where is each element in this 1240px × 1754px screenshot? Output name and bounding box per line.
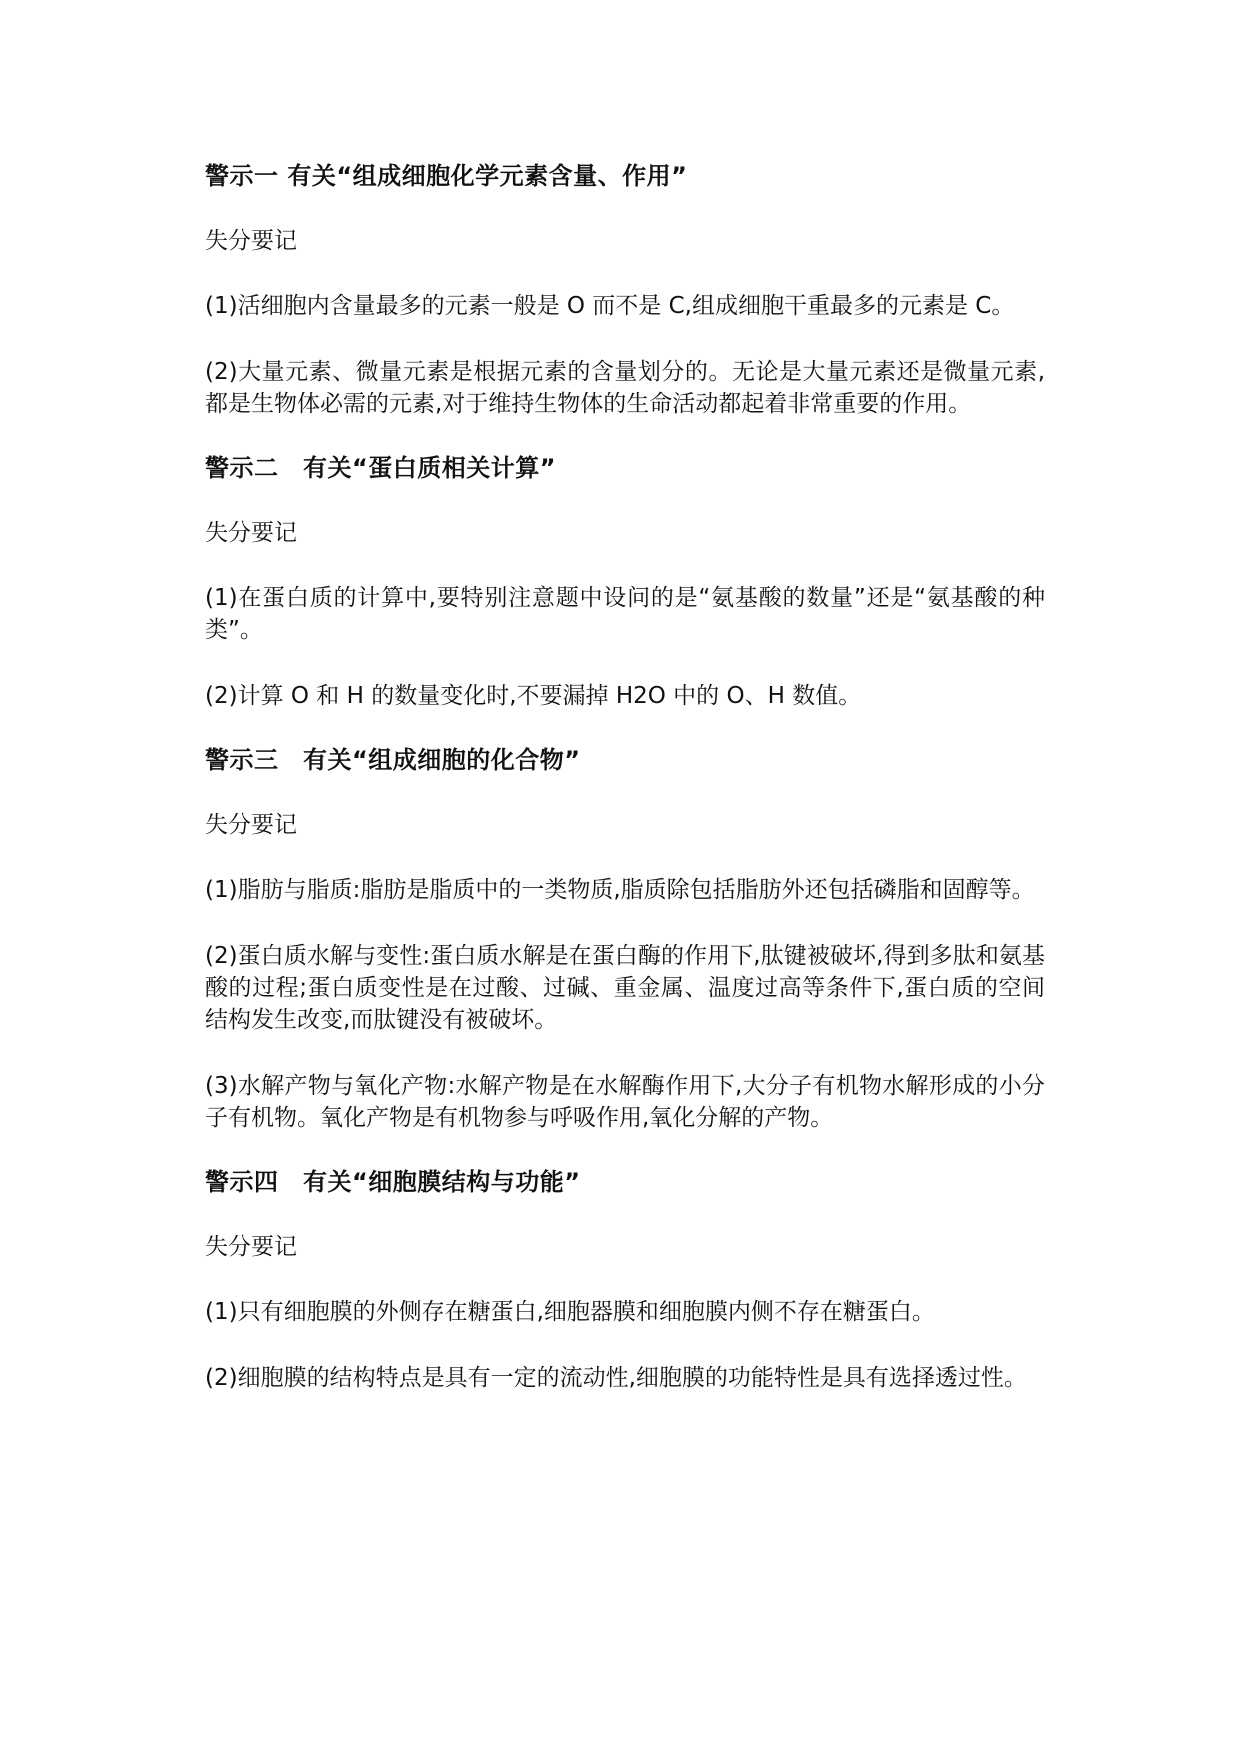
section-item: (1)活细胞内含量最多的元素一般是 O 而不是 C,组成细胞干重最多的元素是 C。 (205, 293, 1015, 319)
section-item: (3)水解产物与氧化产物:水解产物是在水解酶作用下,大分子有机物水解形成的小分子有机物。氧化产物是有机物参与呼吸作用,氧化分解的产物。 (205, 1073, 1045, 1131)
warning-section-1 (205, 160, 1045, 420)
section-item: (2)大量元素、微量元素是根据元素的含量划分的。无论是大量元素还是微量元素,都是生物体必需的元素,对于维持生物体的生命活动都起着非常重要的作用。 (205, 359, 1045, 417)
section-heading: 警示二 有关“蛋白质相关计算” (205, 454, 557, 482)
section-heading: 警示一 有关“组成细胞化学元素含量、作用” (205, 162, 688, 190)
section-subheading: 失分要记 (205, 1234, 297, 1260)
section-item: (1)脂肪与脂质:脂肪是脂质中的一类物质,脂质除包括脂肪外还包括磷脂和固醇等。 (205, 877, 1035, 903)
section-item: (2)蛋白质水解与变性:蛋白质水解是在蛋白酶的作用下,肽键被破坏,得到多肽和氨基酸的过程;蛋白质变性是在过酸、过碱、重金属、温度过高等条件下,蛋白质的空间结构发生改变,而肽键没有被破坏。 (205, 943, 1045, 1033)
section-subheading: 失分要记 (205, 520, 297, 546)
section-heading: 警示三 有关“组成细胞的化合物” (205, 746, 581, 774)
section-item: (2)计算 O 和 H 的数量变化时,不要漏掉 H2O 中的 O、H 数值。 (205, 683, 862, 709)
section-subheading: 失分要记 (205, 812, 297, 838)
warning-section-4 (205, 1166, 1045, 1394)
warning-section-3 (205, 744, 1045, 1134)
section-item: (2)细胞膜的结构特点是具有一定的流动性,细胞膜的功能特性是具有选择透过性。 (205, 1365, 1027, 1391)
section-item: (1)只有细胞膜的外侧存在糖蛋白,细胞器膜和细胞膜内侧不存在糖蛋白。 (205, 1299, 935, 1325)
document-content (205, 160, 1045, 1394)
section-subheading: 失分要记 (205, 228, 297, 254)
section-item: (1)在蛋白质的计算中,要特别注意题中设问的是“氨基酸的数量”还是“氨基酸的种类”。 (205, 585, 1045, 643)
section-heading: 警示四 有关“细胞膜结构与功能” (205, 1168, 581, 1196)
warning-section-2 (205, 452, 1045, 712)
